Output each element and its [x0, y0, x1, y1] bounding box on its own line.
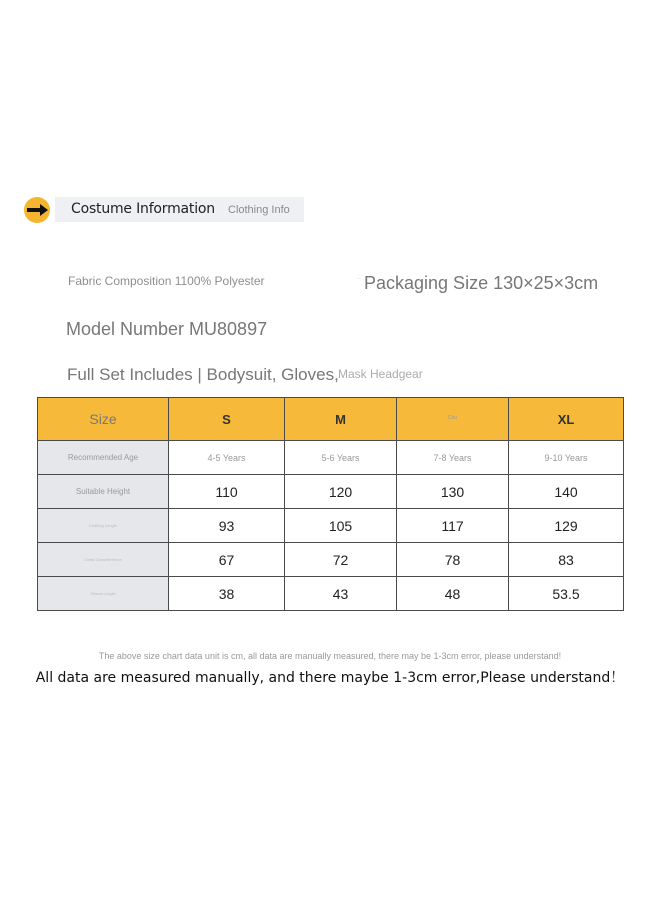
- measurement-note: The above size chart data unit is cm, all data are manually measured, there may be 1-3cm error, please understand!: [98, 651, 562, 661]
- table-cell: 117: [397, 509, 509, 543]
- size-m: M: [285, 398, 397, 441]
- size-s: S: [169, 398, 285, 441]
- table-cell: 130: [397, 475, 509, 509]
- full-set-includes: Full Set Includes | Bodysuit, Gloves,: [67, 365, 339, 384]
- size-l: [397, 398, 509, 441]
- table-row: [38, 509, 624, 543]
- size-chart-table: [37, 397, 624, 611]
- table-cell: 53.5: [509, 577, 624, 611]
- table-row: [38, 543, 624, 577]
- table-cell: 9-10 Years: [509, 441, 624, 475]
- table-cell: 110: [169, 475, 285, 509]
- table-row: [38, 577, 624, 611]
- table-cell: 129: [509, 509, 624, 543]
- packaging-size: Packaging Size 130×25×3cm: [364, 273, 599, 293]
- table-cell: 78: [397, 543, 509, 577]
- packaging-mark: ··: [357, 276, 361, 282]
- row-label: Recommended Age: [38, 441, 169, 475]
- size-l-hint: Chu: [447, 415, 458, 421]
- table-cell: 5-6 Years: [285, 441, 397, 475]
- section-title: Costume Information: [71, 201, 215, 217]
- row-label: Sleeve Length: [38, 577, 169, 611]
- table-cell: 72: [285, 543, 397, 577]
- full-set-extra: Mask Headgear: [338, 367, 423, 381]
- row-label: Clothing Length: [38, 509, 169, 543]
- table-cell: 140: [509, 475, 624, 509]
- row-label: Chest Circumference: [38, 543, 169, 577]
- table-row: [38, 441, 624, 475]
- table-cell: 38: [169, 577, 285, 611]
- table-cell: 120: [285, 475, 397, 509]
- table-cell: 48: [397, 577, 509, 611]
- arrow-right-icon: [24, 197, 50, 223]
- size-label: Size: [38, 398, 169, 441]
- table-cell: 93: [169, 509, 285, 543]
- row-label: Suitable Height: [38, 475, 169, 509]
- table-row: [38, 475, 624, 509]
- model-number: Model Number MU80897: [66, 319, 268, 339]
- table-cell: 43: [285, 577, 397, 611]
- size-header-row: [38, 398, 624, 441]
- table-cell: 105: [285, 509, 397, 543]
- table-cell: 7-8 Years: [397, 441, 509, 475]
- section-subtitle: Clothing Info: [228, 204, 290, 216]
- table-cell: 83: [509, 543, 624, 577]
- fabric-composition: Fabric Composition 1100% Polyester: [68, 274, 265, 288]
- table-cell: 4-5 Years: [169, 441, 285, 475]
- measurement-disclaimer: All data are measured manually, and there maybe 1-3cm error,Please understand！: [35, 670, 625, 686]
- table-cell: 67: [169, 543, 285, 577]
- size-xl: XL: [509, 398, 624, 441]
